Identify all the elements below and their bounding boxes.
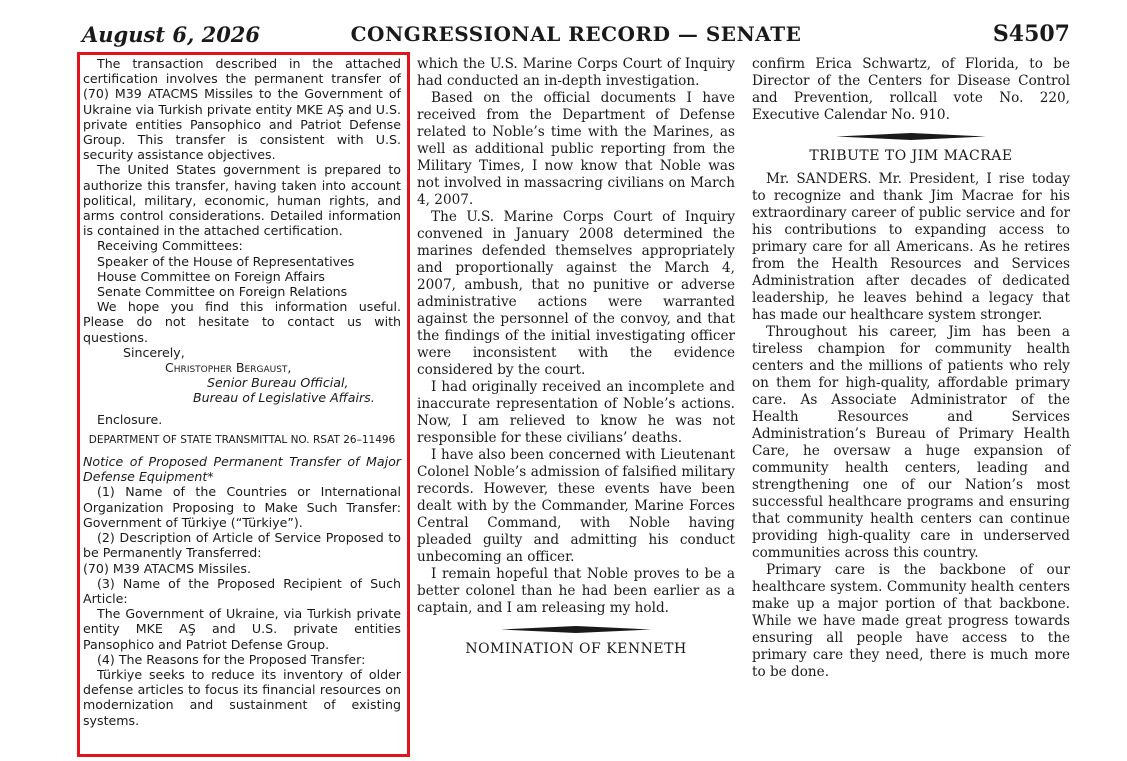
receiving-committee-1: Speaker of the House of Representatives [97,253,355,269]
notice-item-2: (2) Description of Article of Service Proposed to be Permanently Transferred: [83,530,401,561]
column-1 [83,56,401,728]
col2-paragraph-2: Based on the official documents I have received from the Department of Defense related to Noble’s time with the Marines, as well as additional public reporting from the Military Times, I now know that Noble was not involved in massacring civilians on March 4, 2007. [417,90,735,208]
col2-paragraph-1: which the U.S. Marine Corps Court of Inquiry had conducted an in-depth investigation. [417,56,735,89]
notice-item-2-value: (70) M39 ATACMS Missiles. [83,560,251,576]
receiving-committee-3: Senate Committee on Foreign Relations [97,284,348,300]
col3-paragraph-3: Throughout his career, Jim has been a tireless champion for community health centers and the millions of patients who rely on them for high-quality, affordable primary care. As Associate Administrator of the Health Resources and Services Administration’s Bureau of Primary Health Care, he oversaw a huge expansion of community health centers, leading and strengthening one of our Nation’s most successful healthcare programs and ensuring that community health centers can continue providing high-quality care in underserved communities across this country. [752,324,1070,561]
receiving-committees-label: Receiving Committees: [97,238,243,254]
col3-paragraph-1: confirm Erica Schwartz, of Florida, to be Director of the Centers for Disease Control and Prevention, rollcall vote No. 220, Executive Calendar No. 910. [752,56,1070,123]
notice-item-3: (3) Name of the Proposed Recipient of Such Article: [83,575,401,606]
col2-paragraph-6: I remain hopeful that Noble proves to be a better colonel than he had been earlier as a captain, and I am releasing my hold. [417,566,735,616]
page-header [82,22,1070,50]
notice-item-1: (1) Name of the Countries or International Organization Proposing to Make Such Transfer: Government of Türkiye (“Türkiye”). [83,484,401,530]
col3-paragraph-4: Primary care is the backbone of our healthcare system. Community health centers make up a major portion of that backbone. While we have made great progress towards ensuring all people have access to the primary care they need, there is much more to be done. [752,562,1070,680]
receiving-committee-2: House Committee on Foreign Affairs [97,268,325,284]
col3-paragraph-2: Mr. SANDERS. Mr. President, I rise today to recognize and thank Jim Macrae for his extraordinary career of public service and for his contributions to expanding access to primary care for all Americans. As he retires from the Health Resources and Services Administration after decades of dedicated leadership, he leaves behind a legacy that has made our healthcare system stronger. [752,171,1070,323]
section-title-nomination: NOMINATION OF KENNETH [465,641,687,657]
column-2 [417,56,735,664]
signer-title-1: Senior Bureau Official, [207,375,349,391]
notice-title: Notice of Proposed Permanent Transfer of Major Defense Equipment* [83,454,401,485]
header-page-number: S4507 [992,21,1070,47]
notice-item-4: (4) The Reasons for the Proposed Transfer: [97,651,366,667]
col1-paragraph-1: The transaction described in the attached certification involves the permanent transfer of (70) M39 ATACMS Missiles to the Government of Ukraine via Turkish private entity MKE AŞ and U.S. private entities Pansophico and Patriot Defense Group. This transfer is consistent with U.S. security assistance objectives. [83,56,401,163]
signer-name: Christopher Bergaust, [165,360,292,376]
header-title: CONGRESSIONAL RECORD — SENATE [350,22,802,46]
notice-item-4-value: Türkiye seeks to reduce its inventory of older defense articles to focus its financial resources on modernization and sustainment of existing systems. [83,666,401,728]
section-title-tribute: TRIBUTE TO JIM MACRAE [809,148,1013,164]
col2-paragraph-5: I have also been concerned with Lieutenant Colonel Noble’s admission of falsified military records. However, these events have been dealt with by the Commander, Marine Forces Central Command, with Noble having pleaded guilty and admitting his conduct unbecoming an officer. [417,447,735,565]
section-divider [501,626,651,633]
col1-paragraph-3: We hope you find this information useful. Please do not hesitate to contact us with questions. [83,299,401,345]
col2-paragraph-3: The U.S. Marine Corps Court of Inquiry convened in January 2008 determined the marines defended themselves appropriately and proportionally against the March 4, 2007, ambush, that no punitive or adverse administrative actions were warranted against the personnel of the convoy, and that the findings of the initial investigating officer were inconsistent with the evidence considered by the court. [417,209,735,378]
col1-paragraph-2: The United States government is prepared to authorize this transfer, having taken into account political, military, economic, human rights, and arms control considerations. Detailed information is contained in the attached certification. [83,162,401,239]
header-date: August 6, 2026 [82,22,261,47]
transmittal-number: DEPARTMENT OF STATE TRANSMITTAL NO. RSAT 26–11496 [88,433,396,446]
col2-paragraph-4: I had originally received an incomplete and inaccurate representation of Noble’s actions. Now, I am relieved to know he was not responsible for these civilians’ deaths. [417,379,735,446]
signer-title-2: Bureau of Legislative Affairs. [193,390,375,406]
enclosure: Enclosure. [97,411,163,427]
notice-item-3-value: The Government of Ukraine, via Turkish private entity MKE AŞ and U.S. private entities Pansophico and Patriot Defense Group. [83,606,401,652]
section-divider [836,133,986,140]
column-3 [752,56,1070,681]
sincerely: Sincerely, [123,344,185,360]
